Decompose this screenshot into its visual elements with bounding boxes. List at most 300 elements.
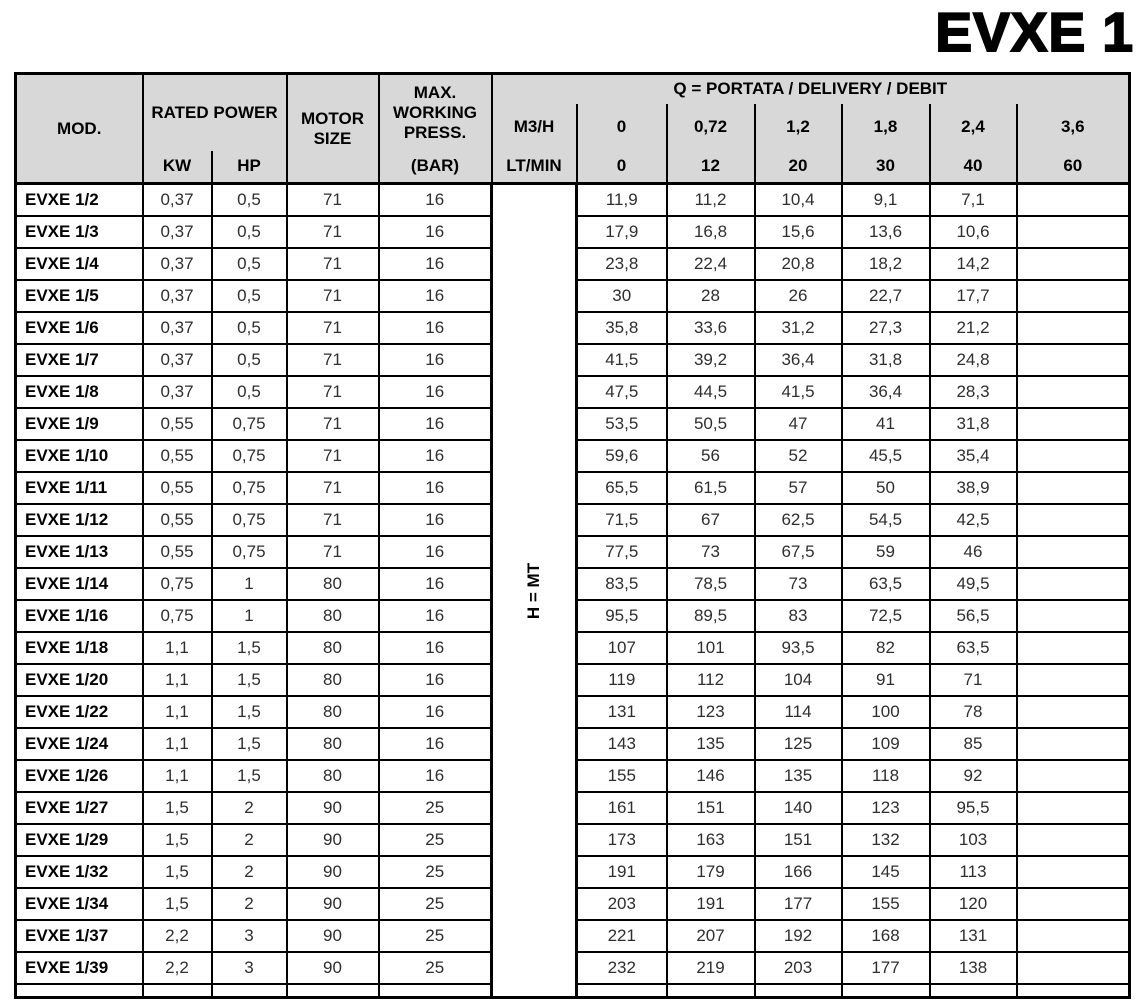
cell-head-value: 177 [842, 952, 930, 984]
cell-model: EVXE 1/22 [16, 696, 143, 728]
cell-hp: 2 [212, 856, 287, 888]
cell-head-value: 50 [842, 472, 930, 504]
cell-head-value: 221 [577, 920, 667, 952]
cell-head-value: 191 [577, 856, 667, 888]
header-m3h-value: 0 [577, 104, 667, 151]
cell-motor-size: 71 [287, 472, 379, 504]
cell-empty [212, 984, 287, 998]
cell-max-press: 25 [379, 888, 492, 920]
cell-head-value: 91 [842, 664, 930, 696]
cell-head-value: 57 [755, 472, 842, 504]
cell-model: EVXE 1/14 [16, 568, 143, 600]
cell-head-value: 49,5 [930, 568, 1017, 600]
cell-max-press: 25 [379, 856, 492, 888]
cell-head-value: 103 [930, 824, 1017, 856]
cell-head-value: 53,5 [577, 408, 667, 440]
cell-head-value: 92 [930, 760, 1017, 792]
cell-head-value: 191 [667, 888, 755, 920]
cell-model: EVXE 1/16 [16, 600, 143, 632]
cell-head-value: 112 [667, 664, 755, 696]
cell-head-value: 163 [667, 824, 755, 856]
cell-head-value: 46 [930, 536, 1017, 568]
cell-kw: 1,1 [143, 728, 212, 760]
cell-head-value [1017, 472, 1130, 504]
cell-head-value: 50,5 [667, 408, 755, 440]
cell-hp: 3 [212, 952, 287, 984]
cell-model: EVXE 1/2 [16, 184, 143, 216]
header-ltmin-value: 12 [667, 151, 755, 184]
cell-head-value: 168 [842, 920, 930, 952]
cell-head-value: 82 [842, 632, 930, 664]
cell-head-value: 120 [930, 888, 1017, 920]
cell-head-value: 36,4 [755, 344, 842, 376]
cell-head-value: 41,5 [577, 344, 667, 376]
cell-head-value: 83 [755, 600, 842, 632]
cell-model: EVXE 1/39 [16, 952, 143, 984]
cell-motor-size: 71 [287, 376, 379, 408]
cell-head-value: 71 [930, 664, 1017, 696]
cell-head-value [1017, 536, 1130, 568]
cell-kw: 0,37 [143, 216, 212, 248]
cell-head-value: 104 [755, 664, 842, 696]
cell-head-value [1017, 216, 1130, 248]
cell-head-value: 47,5 [577, 376, 667, 408]
cell-head-value [1017, 696, 1130, 728]
cell-head-value: 72,5 [842, 600, 930, 632]
cell-kw: 2,2 [143, 920, 212, 952]
cell-head-value: 89,5 [667, 600, 755, 632]
cell-head-value: 232 [577, 952, 667, 984]
cell-head-value: 30 [577, 280, 667, 312]
cell-max-press: 25 [379, 824, 492, 856]
cell-hp: 0,5 [212, 216, 287, 248]
header-q-title: Q = PORTATA / DELIVERY / DEBIT [492, 74, 1130, 104]
cell-model: EVXE 1/24 [16, 728, 143, 760]
cell-head-value: 27,3 [842, 312, 930, 344]
cell-hp: 1 [212, 600, 287, 632]
cell-head-value: 31,2 [755, 312, 842, 344]
header-ltmin-label: LT/MIN [492, 151, 577, 184]
cell-kw: 1,1 [143, 760, 212, 792]
cell-head-value: 107 [577, 632, 667, 664]
cell-head-value: 143 [577, 728, 667, 760]
cell-kw: 1,1 [143, 696, 212, 728]
cell-max-press: 25 [379, 920, 492, 952]
cell-max-press: 16 [379, 216, 492, 248]
header-m3h-value: 1,2 [755, 104, 842, 151]
header-ltmin-value: 40 [930, 151, 1017, 184]
cell-head-value: 22,4 [667, 248, 755, 280]
cell-head-value: 73 [667, 536, 755, 568]
cell-model: EVXE 1/26 [16, 760, 143, 792]
cell-motor-size: 71 [287, 280, 379, 312]
cell-kw: 0,75 [143, 568, 212, 600]
cell-head-value: 151 [755, 824, 842, 856]
cell-head-value: 28 [667, 280, 755, 312]
cell-head-value: 62,5 [755, 504, 842, 536]
cell-head-value [1017, 664, 1130, 696]
cell-head-value [1017, 376, 1130, 408]
cell-kw: 1,5 [143, 824, 212, 856]
cell-motor-size: 90 [287, 920, 379, 952]
cell-model: EVXE 1/20 [16, 664, 143, 696]
cell-kw: 1,5 [143, 888, 212, 920]
cell-head-value: 125 [755, 728, 842, 760]
cell-head-value: 15,6 [755, 216, 842, 248]
cell-head-value [1017, 792, 1130, 824]
cell-max-press: 25 [379, 792, 492, 824]
page-title: EVXE 1 [935, 1, 1134, 63]
cell-hp: 1,5 [212, 696, 287, 728]
cell-head-value: 155 [577, 760, 667, 792]
cell-head-value: 67,5 [755, 536, 842, 568]
cell-hp: 0,75 [212, 472, 287, 504]
cell-motor-size: 90 [287, 952, 379, 984]
cell-kw: 0,37 [143, 248, 212, 280]
cell-hp: 0,5 [212, 376, 287, 408]
cell-motor-size: 71 [287, 440, 379, 472]
cell-max-press: 16 [379, 696, 492, 728]
cell-head-value: 20,8 [755, 248, 842, 280]
cell-head-value: 67 [667, 504, 755, 536]
cell-model: EVXE 1/4 [16, 248, 143, 280]
cell-head-value [1017, 344, 1130, 376]
cell-head-value: 54,5 [842, 504, 930, 536]
cell-hp: 0,5 [212, 248, 287, 280]
cell-max-press: 16 [379, 568, 492, 600]
cell-head-value: 31,8 [842, 344, 930, 376]
cell-motor-size: 71 [287, 504, 379, 536]
cell-motor-size: 80 [287, 760, 379, 792]
cell-head-value: 18,2 [842, 248, 930, 280]
cell-motor-size: 71 [287, 536, 379, 568]
cell-motor-size: 80 [287, 696, 379, 728]
header-ltmin-value: 20 [755, 151, 842, 184]
cell-max-press: 16 [379, 728, 492, 760]
cell-max-press: 16 [379, 664, 492, 696]
cell-model: EVXE 1/27 [16, 792, 143, 824]
cell-empty [842, 984, 930, 998]
cell-head-value: 146 [667, 760, 755, 792]
cell-head-value: 95,5 [930, 792, 1017, 824]
cell-head-value: 17,9 [577, 216, 667, 248]
header-m3h-value: 1,8 [842, 104, 930, 151]
pump-spec-table [14, 72, 1131, 999]
cell-head-value: 207 [667, 920, 755, 952]
cell-hp: 2 [212, 792, 287, 824]
cell-kw: 0,75 [143, 600, 212, 632]
cell-hp: 0,75 [212, 440, 287, 472]
cell-motor-size: 71 [287, 248, 379, 280]
cell-head-value: 140 [755, 792, 842, 824]
cell-hp: 1,5 [212, 664, 287, 696]
cell-kw: 0,37 [143, 344, 212, 376]
cell-head-value: 145 [842, 856, 930, 888]
cell-max-press: 16 [379, 472, 492, 504]
cell-kw: 2,2 [143, 952, 212, 984]
cell-kw: 0,55 [143, 504, 212, 536]
cell-hp: 1,5 [212, 632, 287, 664]
cell-motor-size: 71 [287, 312, 379, 344]
cell-head-value: 39,2 [667, 344, 755, 376]
cell-head-value: 203 [577, 888, 667, 920]
cell-hp: 0,75 [212, 408, 287, 440]
cell-head-value [1017, 312, 1130, 344]
header-rated-power: RATED POWER [143, 74, 287, 151]
cell-motor-size: 90 [287, 824, 379, 856]
cell-max-press: 16 [379, 376, 492, 408]
header-ltmin-value: 30 [842, 151, 930, 184]
cell-head-value: 78 [930, 696, 1017, 728]
cell-head-value [1017, 600, 1130, 632]
cell-max-press: 16 [379, 760, 492, 792]
cell-head-value [1017, 408, 1130, 440]
cell-head-value: 13,6 [842, 216, 930, 248]
cell-head-value: 73 [755, 568, 842, 600]
cell-head-value: 45,5 [842, 440, 930, 472]
cell-hp: 2 [212, 888, 287, 920]
cell-head-value: 123 [842, 792, 930, 824]
cell-head-value: 56,5 [930, 600, 1017, 632]
cell-empty [1017, 984, 1130, 998]
cell-hp: 0,5 [212, 184, 287, 216]
header-bar: (BAR) [379, 151, 492, 184]
header-m3h-value: 3,6 [1017, 104, 1130, 151]
cell-head-value: 101 [667, 632, 755, 664]
cell-head-value [1017, 888, 1130, 920]
cell-head-value: 151 [667, 792, 755, 824]
cell-max-press: 16 [379, 408, 492, 440]
cell-head-value: 35,4 [930, 440, 1017, 472]
cell-kw: 0,37 [143, 184, 212, 216]
cell-head-value: 109 [842, 728, 930, 760]
cell-head-value: 95,5 [577, 600, 667, 632]
cell-head-value: 31,8 [930, 408, 1017, 440]
cell-model: EVXE 1/7 [16, 344, 143, 376]
header-mod: MOD. [16, 74, 143, 184]
cell-model: EVXE 1/29 [16, 824, 143, 856]
cell-empty [930, 984, 1017, 998]
cell-head-value: 47 [755, 408, 842, 440]
cell-motor-size: 80 [287, 728, 379, 760]
table-header [16, 74, 1130, 184]
cell-kw: 0,37 [143, 376, 212, 408]
cell-motor-size: 71 [287, 408, 379, 440]
cell-motor-size: 80 [287, 568, 379, 600]
cell-head-value: 135 [667, 728, 755, 760]
cell-hp: 3 [212, 920, 287, 952]
cell-empty [755, 984, 842, 998]
header-kw: KW [143, 151, 212, 184]
cell-head-value: 131 [930, 920, 1017, 952]
cell-motor-size: 71 [287, 184, 379, 216]
table-row [16, 184, 1130, 216]
cell-head-value [1017, 728, 1130, 760]
table-body [16, 184, 1130, 998]
cell-head-value: 114 [755, 696, 842, 728]
cell-max-press: 16 [379, 600, 492, 632]
cell-max-press: 16 [379, 440, 492, 472]
cell-max-press: 16 [379, 632, 492, 664]
cell-head-value: 10,6 [930, 216, 1017, 248]
cell-kw: 0,55 [143, 472, 212, 504]
cell-model: EVXE 1/12 [16, 504, 143, 536]
cell-head-value [1017, 440, 1130, 472]
cell-model: EVXE 1/34 [16, 888, 143, 920]
cell-head-value: 42,5 [930, 504, 1017, 536]
cell-head-value [1017, 184, 1130, 216]
cell-motor-size: 80 [287, 600, 379, 632]
cell-head-value: 78,5 [667, 568, 755, 600]
cell-head-value: 10,4 [755, 184, 842, 216]
cell-head-value: 93,5 [755, 632, 842, 664]
header-hp: HP [212, 151, 287, 184]
cell-max-press: 16 [379, 344, 492, 376]
cell-hp: 0,75 [212, 504, 287, 536]
cell-model: EVXE 1/3 [16, 216, 143, 248]
cell-kw: 0,55 [143, 440, 212, 472]
cell-head-value: 23,8 [577, 248, 667, 280]
cell-head-value: 35,8 [577, 312, 667, 344]
cell-head-value: 21,2 [930, 312, 1017, 344]
cell-empty [379, 984, 492, 998]
cell-head-value: 177 [755, 888, 842, 920]
cell-head-value: 100 [842, 696, 930, 728]
cell-empty [287, 984, 379, 998]
cell-max-press: 16 [379, 280, 492, 312]
cell-head-value: 138 [930, 952, 1017, 984]
cell-kw: 1,5 [143, 856, 212, 888]
cell-model: EVXE 1/8 [16, 376, 143, 408]
cell-hp: 0,5 [212, 280, 287, 312]
cell-head-value [1017, 760, 1130, 792]
cell-empty [667, 984, 755, 998]
cell-hp: 0,5 [212, 312, 287, 344]
cell-head-value [1017, 952, 1130, 984]
cell-head-value [1017, 280, 1130, 312]
cell-model: EVXE 1/32 [16, 856, 143, 888]
cell-head-value [1017, 504, 1130, 536]
cell-max-press: 16 [379, 536, 492, 568]
cell-head-value: 14,2 [930, 248, 1017, 280]
cell-head-value: 41,5 [755, 376, 842, 408]
header-m3h-value: 2,4 [930, 104, 1017, 151]
cell-head-value: 36,4 [842, 376, 930, 408]
cell-model: EVXE 1/11 [16, 472, 143, 504]
header-ltmin-value: 60 [1017, 151, 1130, 184]
cell-kw: 0,55 [143, 536, 212, 568]
cell-head-value: 192 [755, 920, 842, 952]
cell-motor-size: 71 [287, 344, 379, 376]
cell-max-press: 16 [379, 504, 492, 536]
cell-head-value: 119 [577, 664, 667, 696]
cell-kw: 1,5 [143, 792, 212, 824]
cell-motor-size: 80 [287, 664, 379, 696]
cell-model: EVXE 1/10 [16, 440, 143, 472]
cell-head-value [1017, 824, 1130, 856]
cell-head-value: 52 [755, 440, 842, 472]
cell-model: EVXE 1/18 [16, 632, 143, 664]
cell-kw: 1,1 [143, 664, 212, 696]
cell-model: EVXE 1/6 [16, 312, 143, 344]
cell-head-value: 41 [842, 408, 930, 440]
cell-head-value: 11,9 [577, 184, 667, 216]
header-motor-size: MOTOR SIZE [287, 74, 379, 184]
cell-head-value: 63,5 [842, 568, 930, 600]
cell-head-value: 11,2 [667, 184, 755, 216]
cell-head-value: 38,9 [930, 472, 1017, 504]
cell-head-value: 85 [930, 728, 1017, 760]
cell-head-value: 77,5 [577, 536, 667, 568]
cell-kw: 0,55 [143, 408, 212, 440]
cell-motor-size: 90 [287, 856, 379, 888]
cell-head-value: 59,6 [577, 440, 667, 472]
cell-head-value: 16,8 [667, 216, 755, 248]
cell-head-value: 33,6 [667, 312, 755, 344]
cell-hp: 1 [212, 568, 287, 600]
cell-head-value: 7,1 [930, 184, 1017, 216]
cell-head-value: 24,8 [930, 344, 1017, 376]
cell-head-value: 135 [755, 760, 842, 792]
cell-head-value: 59 [842, 536, 930, 568]
cell-head-value: 113 [930, 856, 1017, 888]
cell-head-value: 71,5 [577, 504, 667, 536]
cell-head-value [1017, 568, 1130, 600]
cell-head-value: 28,3 [930, 376, 1017, 408]
cell-head-value: 9,1 [842, 184, 930, 216]
cell-head-value: 26 [755, 280, 842, 312]
cell-max-press: 16 [379, 248, 492, 280]
cell-head-value: 118 [842, 760, 930, 792]
cell-head-value: 65,5 [577, 472, 667, 504]
cell-head-value: 44,5 [667, 376, 755, 408]
cell-head-value: 219 [667, 952, 755, 984]
cell-hp: 0,75 [212, 536, 287, 568]
cell-hp: 0,5 [212, 344, 287, 376]
cell-motor-size: 90 [287, 888, 379, 920]
cell-motor-size: 80 [287, 632, 379, 664]
cell-head-value: 83,5 [577, 568, 667, 600]
cell-model: EVXE 1/9 [16, 408, 143, 440]
cell-motor-size: 71 [287, 216, 379, 248]
cell-head-value: 131 [577, 696, 667, 728]
cell-model: EVXE 1/5 [16, 280, 143, 312]
header-m3h-value: 0,72 [667, 104, 755, 151]
cell-head-value [1017, 920, 1130, 952]
header-max-working-press: MAX. WORKING PRESS. [379, 74, 492, 151]
cell-head-value: 17,7 [930, 280, 1017, 312]
cell-empty [16, 984, 143, 998]
header-ltmin-value: 0 [577, 151, 667, 184]
cell-model: EVXE 1/13 [16, 536, 143, 568]
cell-kw: 1,1 [143, 632, 212, 664]
cell-kw: 0,37 [143, 312, 212, 344]
h-mt-merged-cell [492, 184, 577, 998]
cell-head-value: 132 [842, 824, 930, 856]
cell-head-value: 166 [755, 856, 842, 888]
cell-empty [143, 984, 212, 998]
cell-head-value: 203 [755, 952, 842, 984]
cell-max-press: 25 [379, 952, 492, 984]
cell-model: EVXE 1/37 [16, 920, 143, 952]
cell-hp: 2 [212, 824, 287, 856]
cell-head-value: 56 [667, 440, 755, 472]
cell-max-press: 16 [379, 312, 492, 344]
header-m3h-label: M3/H [492, 104, 577, 151]
cell-head-value: 22,7 [842, 280, 930, 312]
cell-motor-size: 90 [287, 792, 379, 824]
cell-head-value [1017, 632, 1130, 664]
